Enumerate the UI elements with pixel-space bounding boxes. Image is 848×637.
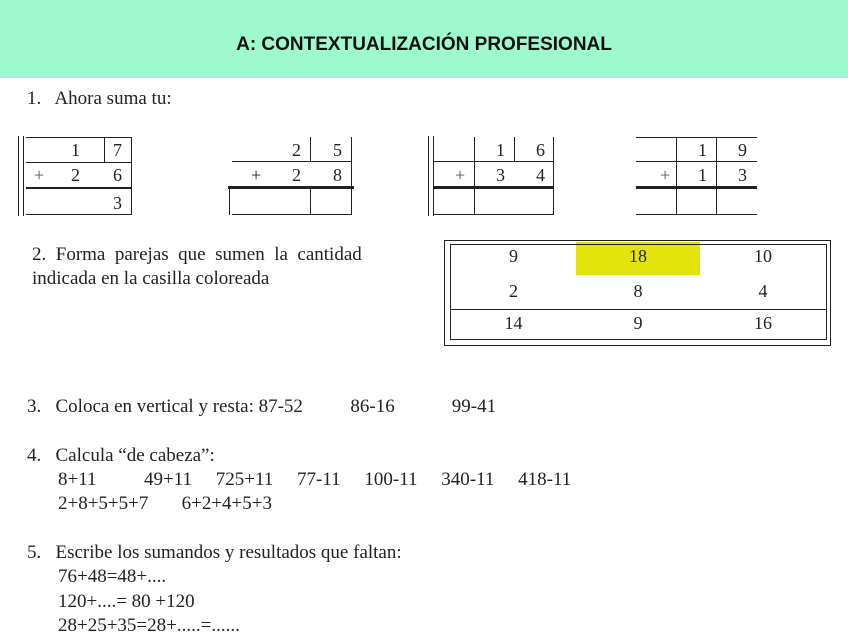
- grid-cell: 4: [758, 281, 768, 301]
- sum3-top-units: 6: [536, 140, 545, 160]
- exercise-3-label: 3. Coloca en vertical y resta: 87-52 86-16 99-41: [27, 396, 497, 417]
- sum2-bottom-units: 8: [333, 165, 342, 185]
- sum4-bottom-units: 3: [738, 165, 747, 185]
- grid-cell: 9: [633, 313, 643, 333]
- exercise-5-label: 5. Escribe los sumandos y resultados que faltan:: [27, 542, 402, 563]
- grid-cell: 16: [754, 313, 772, 333]
- sum2-top-tens: 2: [292, 140, 301, 160]
- sum1-plus-sign: +: [34, 165, 45, 185]
- exercise-5-line-2: 120+....= 80 +120: [58, 591, 195, 612]
- exercise-1-label: 1. Ahora suma tu:: [27, 88, 172, 109]
- sum2-bottom-tens: 2: [292, 165, 301, 185]
- exercise-4-label: 4. Calcula “de cabeza”:: [27, 445, 215, 466]
- exercise-2-line-1: 2. Forma parejas que sumen la cantidad: [32, 244, 362, 265]
- sum4-bottom-tens: 1: [698, 165, 707, 185]
- header-band: [0, 0, 848, 78]
- sum3-plus-sign: +: [455, 165, 466, 185]
- sum3-bottom-tens: 3: [496, 165, 505, 185]
- grid-cell: 9: [509, 246, 518, 266]
- sum1-result-units: 3: [113, 193, 122, 213]
- sum1-bottom-units: 6: [113, 165, 122, 185]
- sum2-plus-sign: +: [251, 165, 262, 185]
- sum1-top-units: 7: [113, 140, 122, 160]
- exercise-4-row-1: 8+11 49+11 725+11 77-11 100-11 340-11 418-11: [58, 469, 572, 490]
- sum3-bottom-units: 4: [536, 165, 545, 185]
- page-title: A: CONTEXTUALIZACIÓN PROFESIONAL: [236, 34, 612, 55]
- grid-cell: 14: [504, 313, 523, 333]
- sum4-top-units: 9: [738, 140, 747, 160]
- sum2-top-units: 5: [333, 140, 342, 160]
- exercise-5-line-3: 28+25+35=28+.....=......: [58, 615, 240, 636]
- sum4-top-tens: 1: [698, 140, 707, 160]
- grid-cell: 8: [633, 281, 643, 301]
- grid-cell-target: 18: [629, 246, 647, 266]
- sum4-plus-sign: +: [660, 165, 671, 185]
- sum1-top-tens: 1: [71, 140, 80, 160]
- grid-cell: 10: [754, 246, 772, 266]
- exercise-5-line-1: 76+48=48+....: [58, 566, 167, 587]
- exercise-4-row-2: 2+8+5+5+7 6+2+4+5+3: [58, 493, 272, 514]
- grid-cell: 2: [509, 281, 518, 301]
- sum3-top-tens: 1: [496, 140, 505, 160]
- exercise-2-line-2: indicada en la casilla coloreada: [32, 268, 270, 289]
- sum1-bottom-tens: 2: [71, 165, 80, 185]
